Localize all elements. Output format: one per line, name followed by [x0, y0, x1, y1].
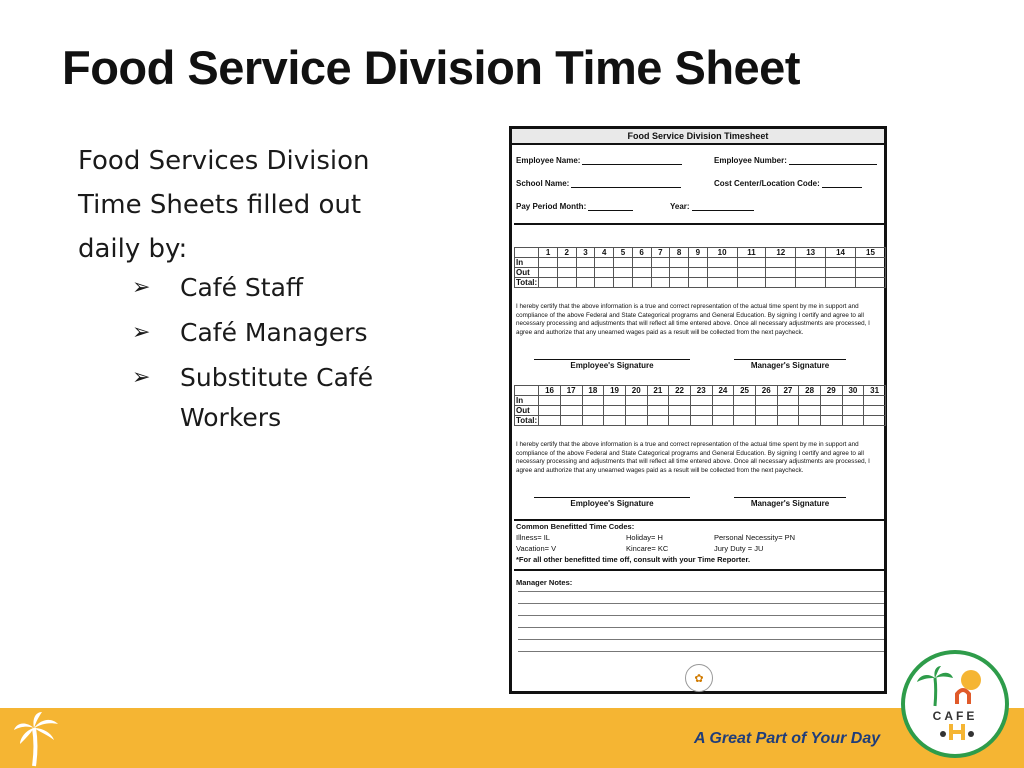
time-cell: [690, 406, 712, 416]
employee-signature-line: Employee's Signature: [534, 359, 690, 370]
tagline: A Great Part of Your Day: [694, 730, 881, 747]
employee-name-field: Employee Name:: [516, 156, 682, 165]
time-cell: [614, 258, 633, 268]
time-cell: [576, 258, 595, 268]
time-cell: [856, 268, 886, 278]
day-number: 9: [688, 248, 707, 258]
row-label: Out: [515, 406, 539, 416]
time-cell: [576, 278, 595, 288]
intro-line: daily by:: [78, 234, 188, 264]
time-cell: [557, 268, 576, 278]
bullet-item: ➢ Café Managers: [132, 313, 432, 353]
time-cell: [539, 416, 561, 426]
notes-line: [518, 639, 884, 640]
time-cell: [539, 258, 558, 268]
arrow-bullet-icon: ➢: [132, 365, 151, 390]
time-cell: [777, 416, 799, 426]
cafe-stamp-icon: ✿: [685, 664, 713, 692]
time-cell: [712, 406, 734, 416]
time-cell: [539, 406, 561, 416]
slide-title: Food Service Division Time Sheet: [62, 41, 800, 94]
time-cell: [856, 258, 886, 268]
time-cell: [539, 278, 558, 288]
time-cell: [707, 268, 737, 278]
time-cell: [755, 416, 777, 426]
time-cell: [632, 268, 651, 278]
day-number: 16: [539, 386, 561, 396]
time-cell: [576, 268, 595, 278]
time-cell: [842, 406, 864, 416]
time-cell: [799, 406, 821, 416]
time-cell: [796, 278, 826, 288]
day-number: 5: [614, 248, 633, 258]
time-cell: [582, 396, 604, 406]
time-cell: [688, 268, 707, 278]
day-number: 1: [539, 248, 558, 258]
time-cell: [688, 278, 707, 288]
timesheet-form-image: [509, 126, 887, 694]
code-item: Personal Necessity= PN: [714, 533, 796, 542]
time-cell: [690, 416, 712, 426]
employee-number-field: Employee Number:: [714, 156, 877, 165]
notes-line: [518, 615, 884, 616]
day-number: 8: [670, 248, 689, 258]
time-cell: [604, 406, 626, 416]
time-cell: [614, 278, 633, 288]
time-cell: [777, 406, 799, 416]
time-cell: [826, 258, 856, 268]
time-cell: [755, 396, 777, 406]
day-number: 15: [856, 248, 886, 258]
time-cell: [799, 396, 821, 406]
time-cell: [734, 396, 756, 406]
time-cell: [864, 416, 886, 426]
day-number: 28: [799, 386, 821, 396]
row-label: Out: [515, 268, 539, 278]
time-cell: [734, 416, 756, 426]
time-cell: [651, 258, 670, 268]
notes-line: [518, 627, 884, 628]
day-number: 22: [669, 386, 691, 396]
time-cell: [670, 258, 689, 268]
manager-signature-line: Manager's Signature: [734, 497, 846, 508]
code-item: Holiday= H: [626, 533, 663, 542]
time-cell: [557, 278, 576, 288]
time-cell: [864, 396, 886, 406]
time-cell: [766, 278, 796, 288]
codes-heading: Common Benefitted Time Codes:: [516, 522, 635, 531]
time-cell: [712, 416, 734, 426]
cafe-logo-text: CAFE: [932, 709, 978, 723]
day-number: 18: [582, 386, 604, 396]
time-cell: [595, 268, 614, 278]
time-cell: [766, 268, 796, 278]
arrow-bullet-icon: ➢: [132, 275, 151, 300]
staff-bullet-list: [132, 268, 432, 443]
time-cell: [557, 258, 576, 268]
time-cell: [595, 278, 614, 288]
day-number: 2: [557, 248, 576, 258]
time-cell: [595, 258, 614, 268]
day-number: 4: [595, 248, 614, 258]
day-number: 25: [734, 386, 756, 396]
row-label: Total:: [516, 416, 538, 425]
time-cell: [669, 406, 691, 416]
time-cell: [560, 396, 582, 406]
time-cell: [690, 396, 712, 406]
certification-text: I hereby certify that the above information is a true and correct representation of the actual time spent by me in support and compliance of the above Federal and State Categorical programs and General Education. By signing I certify and agree to all necessary processing and adjustments that will reflect all time entered above. Once all necessary adjustments are processed, I agree and authorize that any unearned wages paid as a result will be collected from the next paycheck.: [516, 441, 870, 474]
manager-notes-label: Manager Notes:: [516, 578, 573, 587]
day-number: 30: [842, 386, 864, 396]
timesheet-title: Food Service Division Timesheet: [512, 129, 884, 145]
time-cell: [820, 396, 842, 406]
day-number: 20: [625, 386, 647, 396]
time-cell: [799, 416, 821, 426]
time-cell: [539, 268, 558, 278]
arrow-bullet-icon: ➢: [132, 320, 151, 345]
time-cell: [864, 406, 886, 416]
time-cell: [670, 268, 689, 278]
day-number: 27: [777, 386, 799, 396]
notes-line: [518, 651, 884, 652]
codes-note: *For all other benefitted time off, consult with your Time Reporter.: [516, 555, 751, 564]
time-cell: [820, 406, 842, 416]
day-number: 29: [820, 386, 842, 396]
code-item: Kincare= KC: [626, 544, 669, 553]
time-cell: [737, 278, 766, 288]
day-number: 10: [707, 248, 737, 258]
code-item: Jury Duty = JU: [714, 544, 764, 553]
day-number: 24: [712, 386, 734, 396]
time-cell: [707, 258, 737, 268]
time-cell: [796, 258, 826, 268]
time-cell: [856, 278, 886, 288]
day-number: 6: [632, 248, 651, 258]
time-cell: [651, 278, 670, 288]
pay-period-field: Pay Period Month:: [516, 202, 633, 211]
time-cell: [582, 406, 604, 416]
time-cell: [755, 406, 777, 416]
time-cell: [625, 396, 647, 406]
time-cell: [560, 406, 582, 416]
time-cell: [737, 268, 766, 278]
bullet-item: ➢ Substitute Café Workers: [132, 358, 432, 438]
school-name-field: School Name:: [516, 179, 681, 188]
day-number: 31: [864, 386, 886, 396]
time-cell: [826, 278, 856, 288]
year-field: Year:: [670, 202, 754, 211]
time-cell: [842, 416, 864, 426]
row-label: In: [515, 396, 539, 406]
code-item: Vacation= V: [516, 544, 557, 553]
day-number: 17: [560, 386, 582, 396]
day-number: 12: [766, 248, 796, 258]
day-number: 14: [826, 248, 856, 258]
time-cell: [651, 268, 670, 278]
code-item: Illness= IL: [516, 533, 550, 542]
cafe-logo: [901, 650, 1009, 758]
time-cell: [737, 258, 766, 268]
time-cell: [796, 268, 826, 278]
time-cell: [712, 396, 734, 406]
time-cell: [734, 406, 756, 416]
time-cell: [826, 268, 856, 278]
time-cell: [625, 416, 647, 426]
time-cell: [766, 258, 796, 268]
notes-line: [518, 591, 884, 592]
time-cell: [669, 396, 691, 406]
time-cell: [539, 396, 561, 406]
notes-line: [518, 603, 884, 604]
time-cell: [707, 278, 737, 288]
day-number: 7: [651, 248, 670, 258]
time-cell: [777, 396, 799, 406]
time-cell: [669, 416, 691, 426]
day-number: 23: [690, 386, 712, 396]
intro-text: [78, 139, 438, 271]
cost-center-field: Cost Center/Location Code:: [714, 179, 862, 188]
day-number: 21: [647, 386, 669, 396]
intro-line: Time Sheets filled out: [78, 190, 362, 220]
time-cell: [560, 416, 582, 426]
day-number: 3: [576, 248, 595, 258]
day-number: 13: [796, 248, 826, 258]
time-cell: [632, 278, 651, 288]
row-label: Total:: [516, 278, 538, 287]
time-cell: [688, 258, 707, 268]
time-cell: [842, 396, 864, 406]
palm-tree-icon: [12, 712, 62, 768]
time-cell: [632, 258, 651, 268]
days-grid-first-half: [514, 247, 886, 288]
time-cell: [582, 416, 604, 426]
time-cell: [625, 406, 647, 416]
manager-signature-line: Manager's Signature: [734, 359, 846, 370]
time-cell: [614, 268, 633, 278]
day-number: 19: [604, 386, 626, 396]
employee-signature-line: Employee's Signature: [534, 497, 690, 508]
certification-text: I hereby certify that the above information is a true and correct representation of the actual time spent by me in support and compliance of the above Federal and State Categorical programs and General Education. By signing I certify and agree to all necessary processing and adjustments that will reflect all time entered above. Once all necessary adjustments are processed, I agree and authorize that any unearned wages paid as a result will be collected from the next paycheck.: [516, 303, 870, 336]
time-cell: [604, 416, 626, 426]
row-label: In: [515, 258, 539, 268]
time-cell: [647, 406, 669, 416]
time-cell: [647, 396, 669, 406]
days-grid-second-half: [514, 385, 886, 426]
time-cell: [604, 396, 626, 406]
bullet-item: ➢ Café Staff: [132, 268, 432, 308]
time-cell: [670, 278, 689, 288]
cafe-logo-icon: [905, 654, 1005, 754]
time-cell: [820, 416, 842, 426]
day-number: 26: [755, 386, 777, 396]
day-number: 11: [737, 248, 766, 258]
intro-line: Food Services Division: [78, 146, 370, 176]
time-cell: [647, 416, 669, 426]
